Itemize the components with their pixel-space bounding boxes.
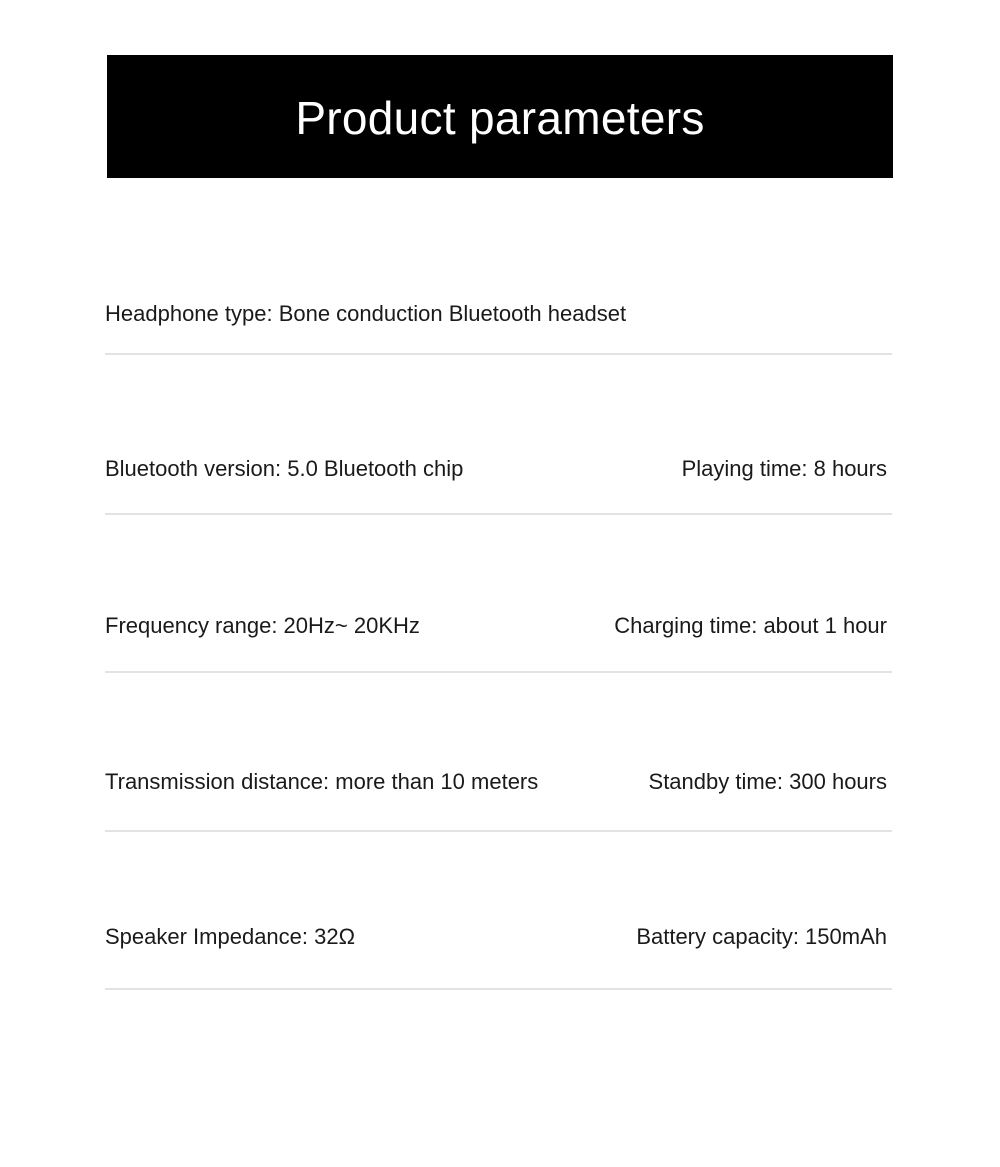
spec-row-frequency bbox=[105, 611, 887, 641]
divider bbox=[105, 988, 892, 990]
spec-charging-time: Charging time: about 1 hour bbox=[614, 613, 887, 638]
spec-headphone-type: Headphone type: Bone conduction Bluetooth headset bbox=[105, 301, 627, 326]
divider bbox=[105, 353, 892, 355]
divider bbox=[105, 830, 892, 832]
spec-row-headphone-type bbox=[105, 299, 887, 329]
spec-playing-time: Playing time: 8 hours bbox=[681, 456, 887, 481]
spec-row-impedance bbox=[105, 922, 887, 952]
page-title: Product parameters bbox=[295, 91, 705, 144]
spec-row-bluetooth bbox=[105, 454, 887, 484]
spec-standby-time: Standby time: 300 hours bbox=[648, 769, 887, 794]
spec-speaker-impedance: Speaker Impedance: 32Ω bbox=[105, 924, 356, 949]
divider bbox=[105, 513, 892, 515]
spec-row-transmission bbox=[105, 767, 887, 797]
spec-transmission-distance: Transmission distance: more than 10 meters bbox=[105, 769, 539, 794]
spec-bluetooth-version: Bluetooth version: 5.0 Bluetooth chip bbox=[105, 456, 464, 481]
divider bbox=[105, 671, 892, 673]
spec-frequency-range: Frequency range: 20Hz~ 20KHz bbox=[105, 613, 420, 638]
header-banner bbox=[107, 55, 893, 178]
spec-battery-capacity: Battery capacity: 150mAh bbox=[636, 924, 887, 949]
